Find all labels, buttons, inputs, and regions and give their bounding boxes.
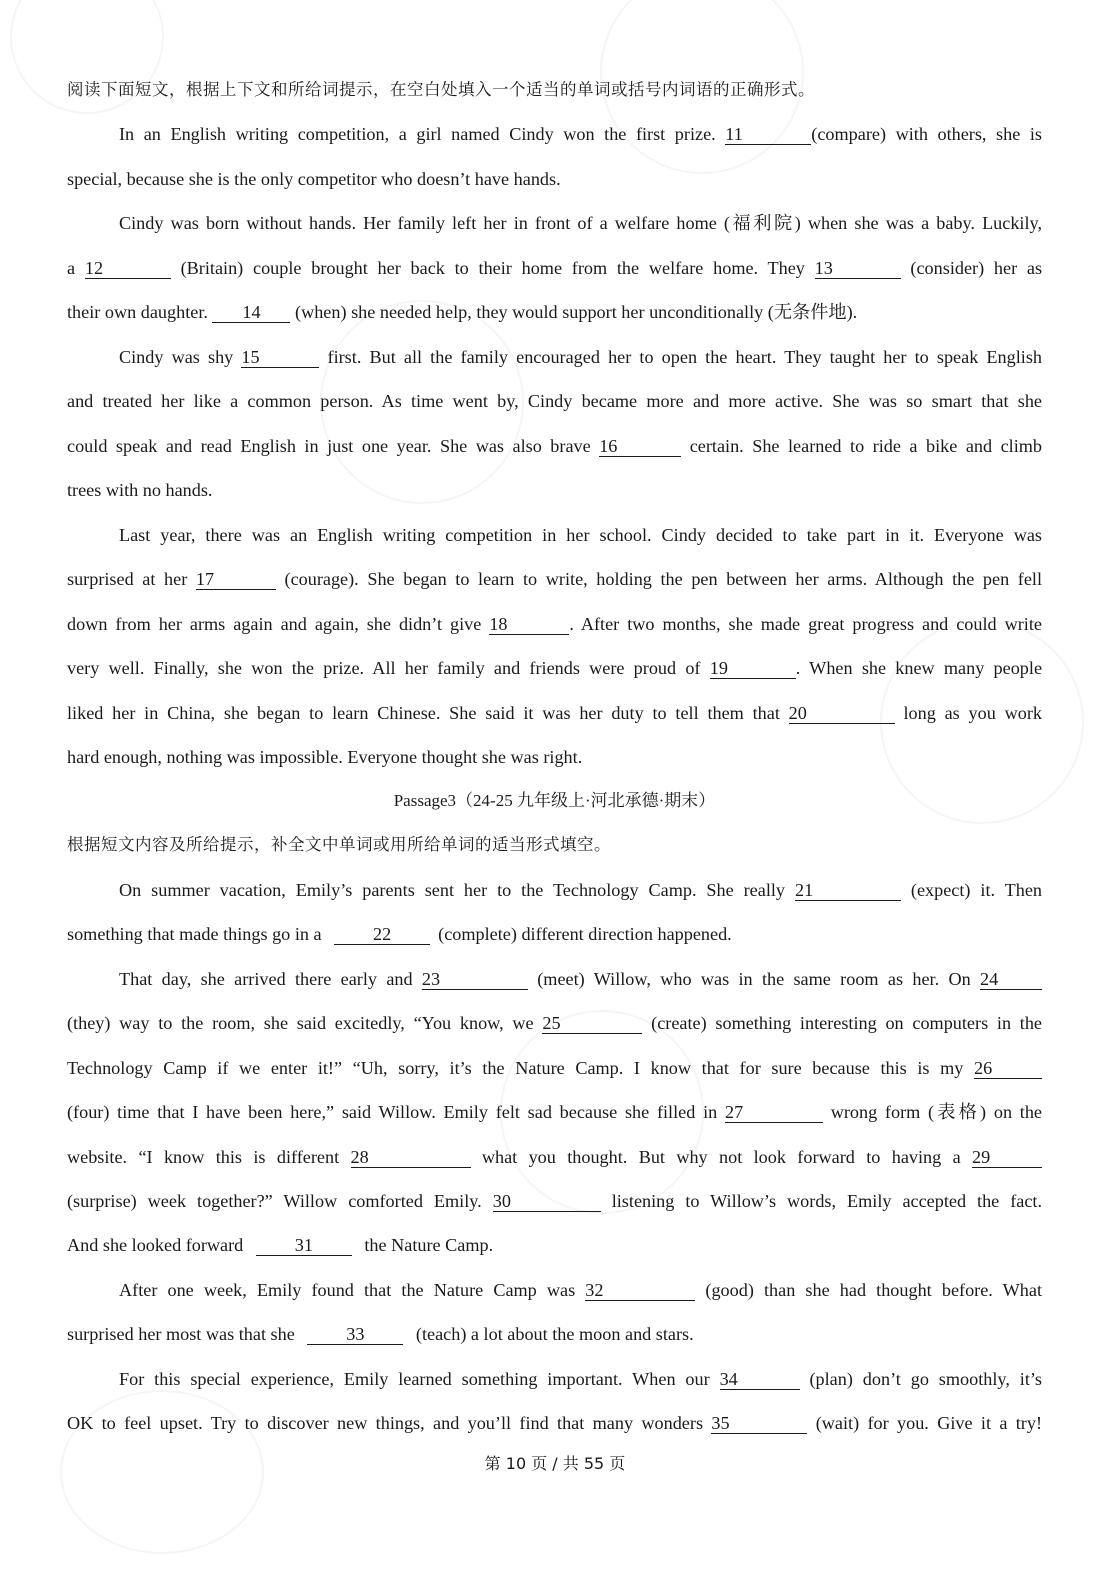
text-line bbox=[67, 253, 1042, 283]
text-run: certain. She learned to ride a bike and climb bbox=[689, 436, 1042, 456]
blank-32[interactable]: 32 bbox=[585, 1280, 695, 1301]
text-line: Last year, there was an English writing competition in her school. Cindy decided to take part in it. Everyone was bbox=[119, 525, 1042, 545]
text-run: And she looked forward bbox=[67, 1235, 244, 1255]
text-line bbox=[67, 342, 1042, 372]
text-run: very well. Finally, she won the prize. All her family and friends were proud of bbox=[67, 658, 701, 678]
blank-11[interactable]: 11 bbox=[725, 124, 811, 145]
blank-33[interactable]: 33 bbox=[307, 1324, 403, 1345]
text-line bbox=[67, 964, 1042, 994]
text-line bbox=[67, 609, 1042, 639]
text-run: (meet) Willow, who was in the same room as her. On bbox=[537, 969, 971, 989]
text-run: Cindy was shy bbox=[119, 347, 234, 367]
blank-16[interactable]: 16 bbox=[599, 436, 681, 457]
text-line: Cindy was born without hands. Her family left her in front of a welfare home (福利院) when she was a baby. Luckily, bbox=[119, 213, 1042, 233]
blank-26[interactable]: 26 bbox=[974, 1058, 1042, 1079]
text-run: (expect) it. Then bbox=[910, 880, 1043, 900]
text-run: a bbox=[67, 258, 76, 278]
text-run: (create) something interesting on computers in the bbox=[651, 1013, 1043, 1033]
text-line bbox=[67, 1142, 1042, 1172]
text-run: (they) way to the room, she said excitedly, “You know, we bbox=[67, 1013, 534, 1033]
text-run: the Nature Camp. bbox=[364, 1235, 494, 1255]
text-line bbox=[67, 1097, 1042, 1127]
text-run: In an English writing competition, a girl named Cindy won the first prize. bbox=[119, 124, 716, 144]
text-line bbox=[67, 875, 1042, 905]
text-run: (teach) a lot about the moon and stars. bbox=[415, 1324, 694, 1344]
text-line bbox=[67, 431, 1042, 461]
text-line bbox=[67, 1008, 1042, 1038]
blank-25[interactable]: 25 bbox=[542, 1013, 642, 1034]
text-run: listening to Willow’s words, Emily accepted the fact. bbox=[611, 1191, 1043, 1211]
text-run: down from her arms again and again, she didn’t give bbox=[67, 614, 482, 634]
instruction-text: 根据短文内容及所给提示，补全文中单词或用所给单词的适当形式填空。 bbox=[67, 835, 611, 854]
blank-34[interactable]: 34 bbox=[720, 1369, 800, 1390]
text-line bbox=[67, 1275, 1042, 1305]
text-run: (Britain) couple brought her back to their home from the welfare home. They bbox=[180, 258, 805, 278]
blank-29[interactable]: 29 bbox=[972, 1147, 1042, 1168]
instruction-text: 阅读下面短文，根据上下文和所给词提示，在空白处填入一个适当的单词或括号内词语的正确形式。 bbox=[67, 80, 815, 99]
blank-20[interactable]: 20 bbox=[789, 703, 895, 724]
text-run: (courage). She began to learn to write, holding the pen between her arms. Although the pen fell bbox=[284, 569, 1043, 589]
blank-28[interactable]: 28 bbox=[351, 1147, 471, 1168]
text-run: OK to feel upset. Try to discover new things, and you’ll find that many wonders bbox=[67, 1413, 704, 1433]
text-run: For this special experience, Emily learned something important. When our bbox=[119, 1369, 710, 1389]
text-run: Technology Camp if we enter it!” “Uh, sorry, it’s the Nature Camp. I know that for sure because this is my bbox=[67, 1058, 964, 1078]
text-run: (wait) for you. Give it a try! bbox=[815, 1413, 1043, 1433]
text-run: That day, she arrived there early and bbox=[119, 969, 413, 989]
text-run: . When she knew many people bbox=[795, 658, 1043, 678]
blank-21[interactable]: 21 bbox=[795, 880, 901, 901]
text-line: trees with no hands. bbox=[67, 480, 213, 500]
text-line bbox=[67, 564, 1042, 594]
text-run: On summer vacation, Emily’s parents sent her to the Technology Camp. She really bbox=[119, 880, 786, 900]
blank-14[interactable]: 14 bbox=[212, 302, 290, 323]
text-run: . After two months, she made great progress and could write bbox=[569, 614, 1042, 634]
text-line bbox=[67, 1364, 1042, 1394]
text-line bbox=[67, 1186, 1042, 1216]
blank-35[interactable]: 35 bbox=[711, 1413, 807, 1434]
text-run: (when) she needed help, they would support her unconditionally (无条件地). bbox=[295, 302, 858, 322]
text-line: special, because she is the only competitor who doesn’t have hands. bbox=[67, 169, 561, 189]
text-line bbox=[67, 698, 1042, 728]
text-run: surprised her most was that she bbox=[67, 1324, 295, 1344]
text-run: liked her in China, she began to learn Chinese. She said it was her duty to tell them that bbox=[67, 703, 780, 723]
blank-23[interactable]: 23 bbox=[422, 969, 528, 990]
text-line bbox=[67, 297, 1042, 327]
text-run: first. But all the family encouraged her to open the heart. They taught her to speak English bbox=[327, 347, 1042, 367]
text-line bbox=[67, 919, 1042, 949]
text-run: their own daughter. bbox=[67, 302, 208, 322]
text-line: and treated her like a common person. As time went by, Cindy became more and more active. She was so smart that she bbox=[67, 391, 1042, 411]
text-line bbox=[67, 653, 1042, 683]
blank-30[interactable]: 30 bbox=[493, 1191, 601, 1212]
text-run: (plan) don’t go smoothly, it’s bbox=[809, 1369, 1043, 1389]
text-run: (complete) different direction happened. bbox=[438, 924, 732, 944]
text-run: surprised at her bbox=[67, 569, 188, 589]
text-run: wrong form (表格) on the bbox=[830, 1102, 1042, 1122]
text-run: (consider) her as bbox=[910, 258, 1043, 278]
blank-22[interactable]: 22 bbox=[334, 924, 430, 945]
blank-27[interactable]: 27 bbox=[725, 1102, 823, 1123]
text-run: what you thought. But why not look forward to having a bbox=[481, 1147, 961, 1167]
blank-31[interactable]: 31 bbox=[256, 1235, 352, 1256]
text-line bbox=[67, 1053, 1042, 1083]
passage-title: Passage3（24-25 九年级上·河北承德·期末） bbox=[393, 791, 716, 810]
text-line: hard enough, nothing was impossible. Everyone thought she was right. bbox=[67, 747, 583, 767]
text-line bbox=[67, 1319, 1042, 1349]
blank-18[interactable]: 18 bbox=[489, 614, 569, 635]
blank-12[interactable]: 12 bbox=[85, 258, 171, 279]
page-number: 第 10 页 / 共 55 页 bbox=[484, 1454, 626, 1473]
text-line bbox=[67, 119, 1042, 149]
blank-17[interactable]: 17 bbox=[196, 569, 276, 590]
text-run: long as you work bbox=[903, 703, 1042, 723]
text-run: website. “I know this is different bbox=[67, 1147, 340, 1167]
text-run: (compare) with others, she is bbox=[811, 124, 1042, 144]
blank-19[interactable]: 19 bbox=[710, 658, 796, 679]
blank-13[interactable]: 13 bbox=[815, 258, 901, 279]
blank-15[interactable]: 15 bbox=[241, 347, 319, 368]
text-run: (good) than she had thought before. What bbox=[705, 1280, 1043, 1300]
text-line bbox=[67, 1408, 1042, 1438]
text-run: (surprise) week together?” Willow comforted Emily. bbox=[67, 1191, 482, 1211]
text-run: something that made things go in a bbox=[67, 924, 322, 944]
text-run: After one week, Emily found that the Nature Camp was bbox=[119, 1280, 576, 1300]
text-line bbox=[67, 1230, 1042, 1260]
text-run: (four) time that I have been here,” said Willow. Emily felt sad because she filled in bbox=[67, 1102, 718, 1122]
text-run: could speak and read English in just one year. She was also brave bbox=[67, 436, 591, 456]
blank-24[interactable]: 24 bbox=[980, 969, 1042, 990]
